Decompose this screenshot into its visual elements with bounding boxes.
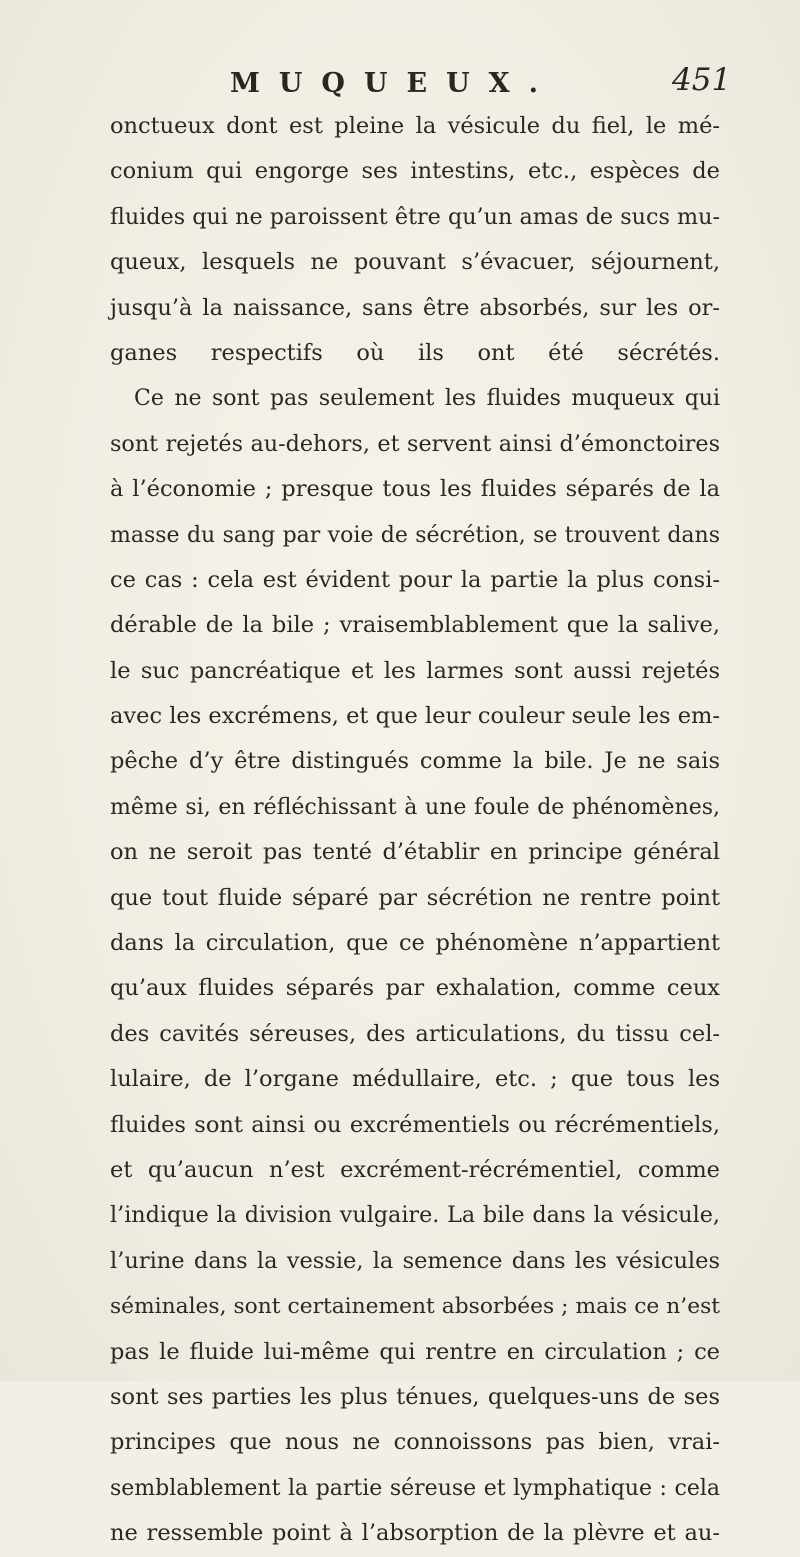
text-line: même si, en réfléchissant à une foule de phénomènes, <box>110 794 720 820</box>
text-line: conium qui engorge ses intestins, etc., espèces de <box>110 158 720 185</box>
text-line: l’urine dans la vessie, la semence dans les vésicules <box>110 1247 720 1274</box>
text-line: jusqu’à la naissance, sans être absorbés, sur les or- <box>110 294 720 321</box>
text-line: ce cas : cela est évident pour la partie la plus consi- <box>110 566 720 593</box>
text-line: sont rejetés au-dehors, et servent ainsi d’émonctoires <box>110 430 720 457</box>
text-line: séminales, sont certainement absorbées ; mais ce n’est <box>110 1294 720 1320</box>
text-line: qu’aux fluides séparés par exhalation, comme ceux <box>110 975 720 1002</box>
text-line: à l’économie ; presque tous les fluides séparés de la <box>110 476 720 503</box>
text-line: dérable de la bile ; vraisemblablement que la salive, <box>110 612 720 639</box>
text-line: dans la circulation, que ce phénomène n’appartient <box>110 930 720 957</box>
body-text <box>110 104 720 1557</box>
running-title: MUQUEUX. <box>230 68 557 99</box>
text-line: ganes respectifs où ils ont été sécrétés. <box>110 339 720 366</box>
text-line: on ne seroit pas tenté d’établir en principe général <box>110 839 720 866</box>
text-line: masse du sang par voie de sécrétion, se trouvent dans <box>110 522 720 548</box>
text-line: ne ressemble point à l’absorption de la plèvre et au- <box>110 1520 720 1547</box>
text-line: sont ses parties les plus ténues, quelques-uns de ses <box>110 1383 720 1410</box>
page-number: 451 <box>672 62 732 98</box>
text-line: l’indique la division vulgaire. La bile dans la vésicule, <box>110 1202 720 1229</box>
text-line: pêche d’y être distingués comme la bile. Je ne sais <box>110 748 720 775</box>
text-line: que tout fluide séparé par sécrétion ne rentre point <box>110 884 720 911</box>
text-line: lulaire, de l’organe médullaire, etc. ; que tous les <box>110 1066 720 1093</box>
text-line: principes que nous ne connoissons pas bien, vrai- <box>110 1429 720 1456</box>
text-line: onctueux dont est pleine la vésicule du fiel, le mé- <box>110 113 720 139</box>
text-line: fluides qui ne paroissent être qu’un amas de sucs mu- <box>110 203 720 230</box>
page-header <box>0 58 800 108</box>
text-line: Ce ne sont pas seulement les fluides muqueux qui <box>134 386 720 412</box>
text-line: semblablement la partie séreuse et lymphatique : cela <box>110 1475 720 1501</box>
text-line: avec les excrémens, et que leur couleur seule les em- <box>110 703 720 730</box>
text-line: des cavités séreuses, des articulations, du tissu cel- <box>110 1020 720 1047</box>
text-line: et qu’aucun n’est excrément-récrémentiel, comme <box>110 1156 720 1183</box>
text-line: pas le fluide lui-même qui rentre en circulation ; ce <box>110 1338 720 1365</box>
text-line: queux, lesquels ne pouvant s’évacuer, séjournent, <box>110 249 720 276</box>
text-line: fluides sont ainsi ou excrémentiels ou récrémentiels, <box>110 1111 720 1138</box>
text-line: le suc pancréatique et les larmes sont aussi rejetés <box>110 657 720 684</box>
